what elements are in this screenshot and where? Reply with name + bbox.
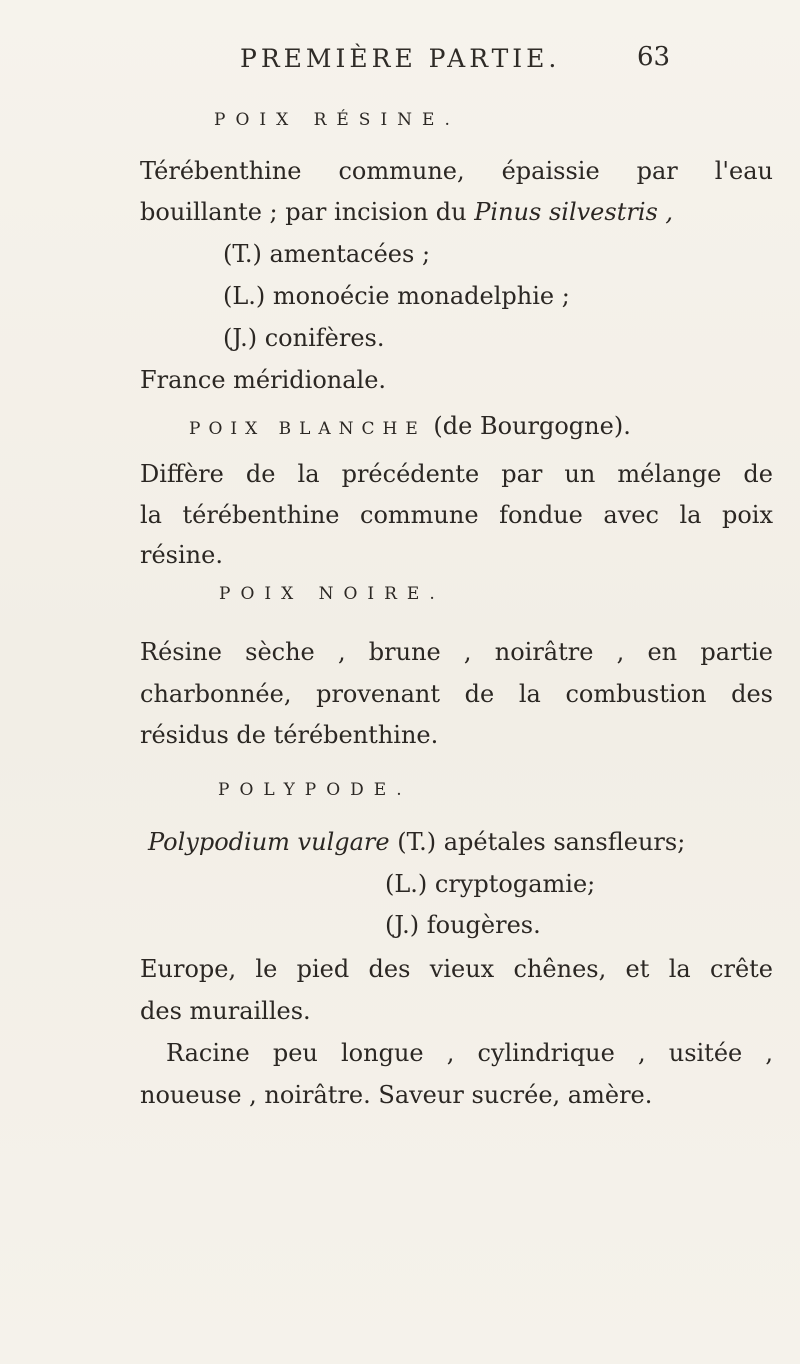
classification-jussieu: (J.) conifères. (223, 324, 385, 352)
classification-jussieu: (J.) fougères. (385, 911, 541, 939)
running-title: PREMIÈRE PARTIE. (240, 44, 561, 73)
classification-linnaeus: (L.) cryptogamie; (385, 870, 596, 898)
poix-resine-line-2 (140, 198, 673, 226)
heading-rest: (de Bourgogne). (433, 412, 631, 440)
polypode-classification-line (148, 828, 685, 856)
classification-tournefort: (T.) amentacées ; (223, 240, 431, 268)
polypode-root-line-2: noueuse , noirâtre. Saveur sucrée, amère. (140, 1081, 653, 1109)
polypode-root-line-1: Racine peu longue , cylindrique , usitée , (166, 1039, 773, 1067)
habitat-line: France méridionale. (140, 366, 387, 394)
poix-noire-line-2: charbonnée, provenant de la combustion des (140, 680, 773, 708)
poix-resine-line-1: Térébenthine commune, épaissie par l'eau (140, 157, 773, 185)
poix-blanche-line-1: Diffère de la précédente par un mélange de (140, 460, 773, 488)
poix-resine-line-2-text: bouillante ; par incision du (140, 198, 475, 226)
heading-caps: POIX BLANCHE (189, 419, 426, 439)
poix-noire-line-1: Résine sèche , brune , noirâtre , en partie (140, 638, 773, 666)
page-number: 63 (637, 42, 671, 72)
classification-linnaeus: (L.) monoécie monadelphie ; (223, 282, 570, 310)
polypode-habitat-line-1: Europe, le pied des vieux chênes, et la crête (140, 955, 773, 983)
latin-name-pinus: Pinus silvestris , (474, 198, 674, 226)
poix-noire-line-3: résidus de térébenthine. (140, 721, 439, 749)
section-heading-poix-noire: POIX NOIRE. (219, 584, 445, 604)
polypode-habitat-line-2: des murailles. (140, 997, 311, 1025)
section-heading-poix-blanche (189, 412, 631, 440)
poix-blanche-line-2: la térébenthine commune fondue avec la poix (140, 501, 773, 529)
section-heading-polypode: POLYPODE. (218, 780, 412, 800)
poix-blanche-line-3: résine. (140, 541, 223, 569)
section-heading-poix-resine: POIX RÉSINE. (214, 110, 460, 130)
latin-name-polypodium: Polypodium vulgare (148, 828, 390, 856)
classification-tournefort: (T.) apétales sansfleurs; (397, 828, 686, 856)
